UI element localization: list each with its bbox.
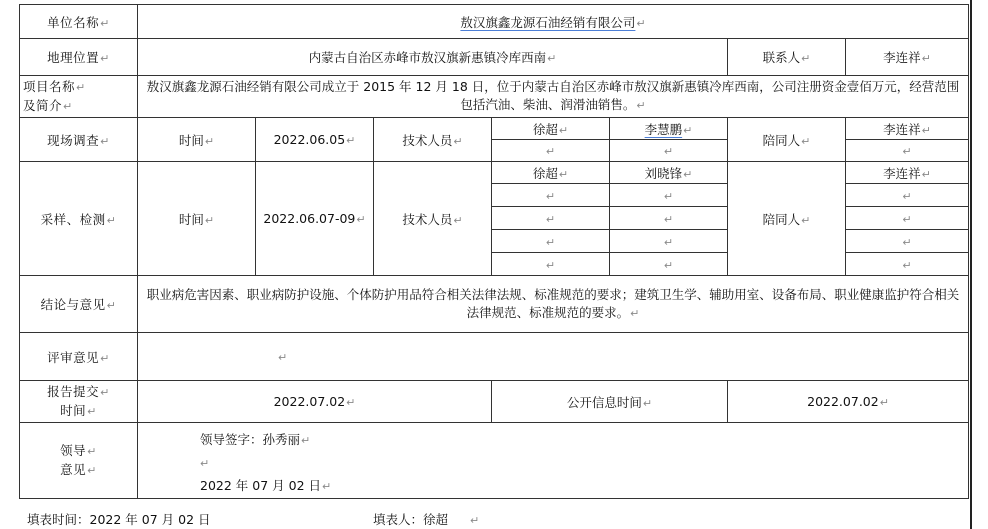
public-label-cell bbox=[492, 381, 728, 423]
sampling-tech-1-cell bbox=[492, 162, 610, 184]
unit-name-value: 敖汉旗鑫龙源石油经销有限公司 bbox=[460, 14, 636, 30]
leader-label-1: 领导 bbox=[60, 442, 87, 458]
footer-filler bbox=[373, 510, 479, 528]
paragraph-mark: ↵ bbox=[453, 134, 463, 148]
survey-tech-1-cell bbox=[492, 118, 610, 140]
conclusion-text-cell bbox=[138, 276, 969, 333]
report-label-1: 报告提交 bbox=[47, 383, 100, 399]
survey-accompany-label: 陪同人 bbox=[762, 132, 801, 148]
sampling-blank-cell bbox=[492, 207, 610, 230]
blank-mark: ↵ bbox=[663, 189, 674, 203]
unit-name-cell bbox=[138, 5, 969, 39]
row-report-time bbox=[20, 381, 969, 423]
review-label-cell bbox=[20, 333, 138, 381]
unit-name-label: 单位名称 bbox=[47, 14, 100, 30]
review-label: 评审意见 bbox=[47, 349, 100, 365]
evaluation-form-table bbox=[19, 4, 969, 499]
review-value-cell bbox=[138, 333, 969, 381]
location-label-cell bbox=[20, 39, 138, 76]
public-label: 公开信息时间 bbox=[566, 394, 642, 410]
sampling-time-label: 时间 bbox=[178, 211, 204, 227]
location-label: 地理位置 bbox=[47, 50, 100, 65]
intro-label-1: 项目名称 bbox=[23, 78, 76, 94]
sampling-tech-2: 刘晓锋 bbox=[644, 165, 683, 181]
sampling-blank-cell bbox=[610, 184, 728, 207]
public-date-cell bbox=[728, 381, 969, 423]
survey-accompany-blank-cell bbox=[846, 140, 969, 162]
contact-label: 联系人 bbox=[762, 50, 801, 65]
sampling-tech-label-cell bbox=[374, 162, 492, 276]
survey-date: 2022.06.05 bbox=[273, 132, 346, 147]
paragraph-mark: ↵ bbox=[683, 167, 693, 181]
paragraph-mark: ↵ bbox=[453, 213, 463, 227]
right-margin-line bbox=[970, 0, 972, 529]
survey-time-label: 时间 bbox=[178, 132, 204, 148]
row-leader bbox=[20, 423, 969, 499]
sampling-blank-cell bbox=[492, 253, 610, 276]
sampling-tech-1: 徐超 bbox=[532, 165, 558, 181]
intro-label-cell bbox=[20, 76, 138, 118]
survey-tech-1: 徐超 bbox=[532, 121, 558, 137]
survey-accompany-1-cell bbox=[846, 118, 969, 140]
blank-mark: ↵ bbox=[902, 189, 912, 203]
conclusion-text: 职业病危害因素、职业病防护设施、个体防护用品符合相关法律法规、标准规范的要求；建筑卫生学、辅助用室、设备布局、职业健康监护符合相关法律规范、标准规范的要求。 bbox=[146, 286, 960, 320]
blank-mark: ↵ bbox=[663, 235, 674, 249]
blank-mark: ↵ bbox=[902, 235, 912, 249]
sampling-blank-cell bbox=[610, 207, 728, 230]
sampling-label: 采样、检测 bbox=[40, 211, 106, 227]
paragraph-mark: ↵ bbox=[100, 134, 110, 148]
blank-mark: ↵ bbox=[663, 212, 674, 226]
paragraph-mark: ↵ bbox=[921, 52, 931, 65]
sampling-date-cell bbox=[256, 162, 374, 276]
filler-text: 填表人：徐超 bbox=[373, 512, 449, 527]
sampling-accompany-1: 李连祥 bbox=[883, 165, 921, 181]
blank-mark: ↵ bbox=[545, 189, 556, 203]
leader-label-cell bbox=[20, 423, 138, 499]
paragraph-mark: ↵ bbox=[470, 514, 480, 527]
survey-label: 现场调查 bbox=[47, 132, 100, 148]
contact-cell bbox=[846, 39, 969, 76]
survey-tech-label-cell bbox=[374, 118, 492, 162]
row-conclusion bbox=[20, 276, 969, 333]
paragraph-mark: ↵ bbox=[87, 463, 97, 477]
paragraph-mark: ↵ bbox=[322, 480, 332, 493]
blank-mark: ↵ bbox=[902, 145, 912, 158]
row-sampling-1 bbox=[20, 162, 969, 184]
sampling-blank-cell bbox=[492, 230, 610, 253]
paragraph-mark: ↵ bbox=[921, 123, 931, 137]
paragraph-mark: ↵ bbox=[87, 404, 97, 418]
paragraph-mark: ↵ bbox=[801, 134, 811, 148]
paragraph-mark: ↵ bbox=[100, 16, 110, 30]
survey-tech-blank-cell bbox=[610, 140, 728, 162]
survey-tech-blank-cell bbox=[492, 140, 610, 162]
sampling-accompany-1-cell bbox=[846, 162, 969, 184]
paragraph-mark: ↵ bbox=[642, 396, 653, 410]
conclusion-label-cell bbox=[20, 276, 138, 333]
intro-text-cell bbox=[138, 76, 969, 118]
public-date: 2022.07.02 bbox=[807, 394, 879, 409]
survey-tech-2: 李慧鹏 bbox=[644, 121, 683, 137]
sampling-blank-cell bbox=[610, 230, 728, 253]
blank-mark: ↵ bbox=[545, 258, 556, 272]
paragraph-mark: ↵ bbox=[630, 306, 640, 320]
contact-label-cell bbox=[728, 39, 846, 76]
paragraph-mark: ↵ bbox=[879, 396, 889, 409]
paragraph-mark: ↵ bbox=[87, 444, 97, 458]
leader-sign: 领导签字：孙秀丽 bbox=[200, 432, 301, 447]
report-date-cell bbox=[138, 381, 492, 423]
unit-name-label-cell bbox=[20, 5, 138, 39]
report-label-cell bbox=[20, 381, 138, 423]
survey-tech-2-cell bbox=[610, 118, 728, 140]
row-survey-1 bbox=[20, 118, 969, 140]
blank-mark: ↵ bbox=[663, 145, 674, 158]
paragraph-mark: ↵ bbox=[63, 99, 73, 113]
sampling-blank-cell bbox=[610, 253, 728, 276]
sampling-blank-cell bbox=[846, 253, 969, 276]
paragraph-mark: ↵ bbox=[106, 213, 117, 227]
paragraph-mark: ↵ bbox=[801, 213, 811, 227]
conclusion-label: 结论与意见 bbox=[40, 297, 106, 312]
footer-fill-time bbox=[27, 510, 211, 528]
survey-date-cell bbox=[256, 118, 374, 162]
paragraph-mark: ↵ bbox=[636, 16, 646, 30]
sampling-accompany-label-cell bbox=[728, 162, 846, 276]
blank-mark: ↵ bbox=[545, 235, 556, 249]
sampling-date: 2022.06.07-09 bbox=[263, 211, 356, 226]
paragraph-mark: ↵ bbox=[346, 396, 356, 409]
paragraph-mark: ↵ bbox=[801, 52, 811, 65]
survey-time-label-cell bbox=[138, 118, 256, 162]
survey-tech-label: 技术人员 bbox=[402, 132, 453, 148]
paragraph-mark: ↵ bbox=[356, 213, 366, 226]
row-unit-name bbox=[20, 5, 969, 39]
sampling-accompany-label: 陪同人 bbox=[762, 211, 801, 227]
sampling-tech-2-cell bbox=[610, 162, 728, 184]
paragraph-mark: ↵ bbox=[76, 80, 86, 94]
leader-label-2: 意见 bbox=[60, 461, 87, 477]
blank-mark: ↵ bbox=[278, 351, 288, 364]
sampling-time-label-cell bbox=[138, 162, 256, 276]
survey-label-cell bbox=[20, 118, 138, 162]
paragraph-mark: ↵ bbox=[346, 134, 356, 147]
intro-label-2: 及简介 bbox=[23, 97, 63, 113]
report-label-2: 时间 bbox=[60, 402, 87, 418]
paragraph-mark: ↵ bbox=[100, 52, 110, 65]
row-review bbox=[20, 333, 969, 381]
sampling-tech-label: 技术人员 bbox=[402, 211, 453, 227]
paragraph-mark: ↵ bbox=[100, 385, 110, 399]
sampling-label-cell bbox=[20, 162, 138, 276]
row-project-intro bbox=[20, 76, 969, 118]
fill-time-text: 填表时间：2022 年 07 月 02 日 bbox=[27, 512, 211, 527]
paragraph-mark: ↵ bbox=[558, 123, 569, 137]
paragraph-mark: ↵ bbox=[204, 134, 215, 148]
sampling-blank-cell bbox=[846, 184, 969, 207]
sampling-blank-cell bbox=[846, 230, 969, 253]
sampling-blank-cell bbox=[492, 184, 610, 207]
blank-mark: ↵ bbox=[663, 258, 674, 272]
blank-mark: ↵ bbox=[902, 258, 912, 272]
paragraph-mark: ↵ bbox=[106, 299, 117, 312]
paragraph-mark: ↵ bbox=[683, 123, 693, 137]
paragraph-mark: ↵ bbox=[100, 351, 110, 365]
paragraph-mark: ↵ bbox=[301, 434, 311, 447]
location-value: 内蒙古自治区赤峰市敖汉旗新惠镇冷库西南 bbox=[308, 50, 547, 65]
blank-mark: ↵ bbox=[545, 145, 556, 158]
leader-value-cell bbox=[138, 423, 969, 499]
paragraph-mark: ↵ bbox=[547, 52, 557, 65]
paragraph-mark: ↵ bbox=[921, 167, 931, 181]
contact-value: 李连祥 bbox=[883, 50, 921, 65]
paragraph-mark: ↵ bbox=[636, 99, 646, 112]
survey-accompany-label-cell bbox=[728, 118, 846, 162]
intro-text: 敖汉旗鑫龙源石油经销有限公司成立于 2015 年 12 月 18 日，位于内蒙古自治区赤峰市敖汉旗新惠镇冷库西南，公司注册资金壹佰万元，经营范围包括汽油、柴油、润滑油销售。 bbox=[146, 79, 960, 112]
location-cell bbox=[138, 39, 728, 76]
blank-mark: ↵ bbox=[545, 212, 556, 226]
blank-mark: ↵ bbox=[200, 457, 210, 470]
paragraph-mark: ↵ bbox=[558, 167, 569, 181]
report-date: 2022.07.02 bbox=[273, 394, 346, 409]
blank-mark: ↵ bbox=[902, 212, 912, 226]
sampling-blank-cell bbox=[846, 207, 969, 230]
paragraph-mark: ↵ bbox=[204, 213, 215, 227]
leader-date: 2022 年 07 月 02 日 bbox=[200, 478, 321, 493]
row-location bbox=[20, 39, 969, 76]
survey-accompany-1: 李连祥 bbox=[883, 121, 921, 137]
